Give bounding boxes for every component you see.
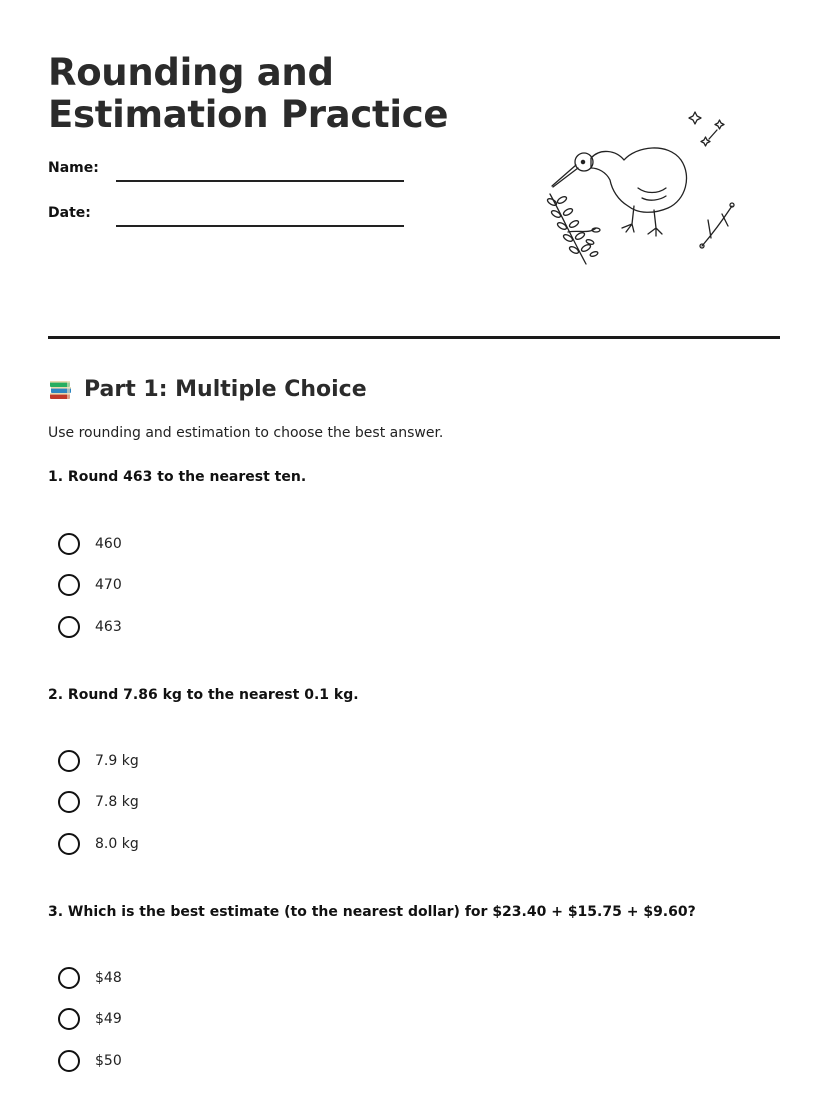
radio-button[interactable] — [58, 833, 80, 855]
date-label: Date: — [48, 205, 91, 221]
radio-button[interactable] — [58, 616, 80, 638]
option-label: $50 — [95, 1053, 122, 1069]
instructions-text: Use rounding and estimation to choose the best answer. — [48, 425, 444, 441]
answer-option[interactable] — [58, 749, 139, 773]
radio-button[interactable] — [58, 1008, 80, 1030]
worksheet-title: Rounding and Estimation Practice — [48, 51, 449, 136]
radio-button[interactable] — [58, 574, 80, 596]
part1-heading — [48, 374, 367, 404]
answer-option[interactable] — [58, 615, 122, 639]
name-label: Name: — [48, 160, 99, 176]
radio-button[interactable] — [58, 750, 80, 772]
answer-option[interactable] — [58, 1049, 122, 1073]
question-prompt: 1. Round 463 to the nearest ten. — [48, 469, 307, 485]
answer-option[interactable] — [58, 1007, 122, 1031]
option-label: $48 — [95, 970, 122, 986]
radio-button[interactable] — [58, 1050, 80, 1072]
answer-option[interactable] — [58, 832, 139, 856]
option-label: 463 — [95, 619, 122, 635]
name-line[interactable] — [116, 180, 404, 182]
section-title: Part 1: Multiple Choice — [84, 376, 367, 402]
fern-icon — [546, 194, 600, 264]
answer-option[interactable] — [58, 790, 139, 814]
kiwi-illustration — [538, 102, 748, 272]
question-prompt: 3. Which is the best estimate (to the nearest dollar) for $23.40 + $15.75 + $9.60? — [48, 904, 696, 920]
radio-button[interactable] — [58, 967, 80, 989]
name-field[interactable] — [48, 160, 408, 184]
option-label: 470 — [95, 577, 122, 593]
section-divider — [48, 336, 780, 339]
answer-option[interactable] — [58, 966, 122, 990]
option-label: 7.9 kg — [95, 753, 139, 769]
question-prompt: 2. Round 7.86 kg to the nearest 0.1 kg. — [48, 687, 359, 703]
option-label: $49 — [95, 1011, 122, 1027]
sparkle-icon — [689, 112, 724, 146]
answer-option[interactable] — [58, 573, 122, 597]
option-label: 460 — [95, 536, 122, 552]
option-label: 8.0 kg — [95, 836, 139, 852]
radio-button[interactable] — [58, 791, 80, 813]
date-line[interactable] — [116, 225, 404, 227]
date-field[interactable] — [48, 205, 408, 229]
twig-icon — [700, 203, 734, 248]
answer-option[interactable] — [58, 532, 122, 556]
option-label: 7.8 kg — [95, 794, 139, 810]
books-icon — [48, 376, 74, 402]
radio-button[interactable] — [58, 533, 80, 555]
